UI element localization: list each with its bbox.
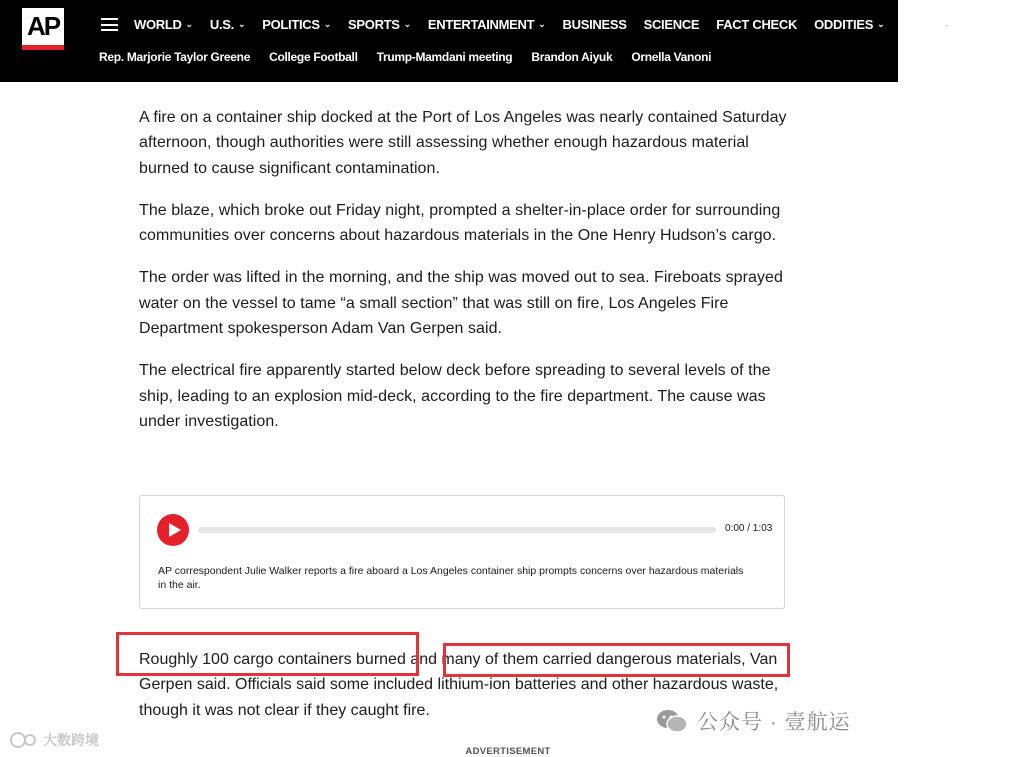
audio-caption: AP correspondent Julie Walker reports a fire aboard a Los Angeles container ship prompts concerns over hazardous materials in the air. [158,565,744,591]
article-paragraph: The electrical fire apparently started below deck before spreading to several levels of the ship, leading to an explosion mid-deck, according to the fire department. The cause was under investigation. [139,362,771,430]
audio-player [139,495,785,609]
article-paragraph: The blaze, which broke out Friday night, prompted a shelter-in-place order for surrounding communities over concerns about hazardous materials in the One Henry Hudson’s cargo. [139,201,781,245]
main-nav [134,15,967,33]
chevron-down-icon: ⌄ [237,18,246,29]
nav-item-science[interactable]: SCIENCE [643,16,700,32]
trending-link[interactable]: Trump-Mamdani meeting [376,50,513,64]
chevron-down-icon: ⌄ [877,18,885,29]
watermark-logo-icon [9,730,39,750]
play-button[interactable] [157,514,189,546]
nav-item-world[interactable]: WORLD ⌄ [134,16,193,32]
article-body [139,105,791,451]
advertisement-label: ADVERTISEMENT [465,746,551,757]
chevron-down-icon: ⌄ [323,18,332,29]
trending-link[interactable]: College Football [269,50,358,64]
logo-text: AP [26,10,60,41]
ap-logo[interactable] [22,8,64,50]
watermark-left [9,730,99,750]
audio-progress-bar[interactable] [198,527,716,533]
nav-item-more[interactable]: MORE ⌄ [901,16,951,32]
wechat-icon [655,707,689,735]
audio-time: 0:00 / 1:03 [725,523,773,534]
article-paragraph: A fire on a container ship docked at the Port of Los Angeles was nearly contained Saturday afternoon, though authorities were still assessing whether enough hazardous material burned to cause significant contamination. [139,109,787,177]
watermark-left-text: 大数跨境 [43,732,99,748]
trending-bar [99,49,730,65]
site-header [0,0,951,82]
watermark-right [655,706,851,736]
chevron-down-icon: ⌄ [403,18,411,29]
nav-item-business[interactable]: BUSINESS [562,16,627,32]
article-paragraph-highlighted: Roughly 100 cargo containers burned and many of them carried dangerous materials, Van Gerpen said. Officials said some included lithium-ion batteries and other hazardous waste, though it was not clear if they caught fire. [139,651,779,719]
menu-icon[interactable] [101,18,118,31]
chevron-down-icon: ⌄ [185,18,193,29]
trending-link[interactable]: Brandon Aiyuk [531,50,613,64]
nav-item-entertainment[interactable]: ENTERTAINMENT ⌄ [427,16,546,32]
nav-item-sports[interactable]: SPORTS ⌄ [348,16,411,32]
chevron-down-icon: ⌄ [943,18,951,29]
nav-item-oddities[interactable]: ODDITIES ⌄ [814,16,885,32]
trending-link[interactable]: Rep. Marjorie Taylor Greene [99,50,251,64]
trending-link[interactable]: Ornella Vanoni [631,50,712,64]
watermark-right-text: 公众号 · 壹航运 [697,711,851,734]
play-icon [169,523,181,537]
nav-item-fact-check[interactable]: FACT CHECK [716,16,798,32]
article-paragraph: The order was lifted in the morning, and the ship was moved out to sea. Fireboats sprayed water on the vessel to tame “a small section” that was still on fire, Los Angeles Fire Department spokesperson Adam Van Gerpen said. [139,269,783,338]
chevron-down-icon: ⌄ [538,18,546,29]
nav-item-politics[interactable]: POLITICS ⌄ [262,16,332,32]
nav-item-us[interactable]: U.S. ⌄ [209,16,246,32]
